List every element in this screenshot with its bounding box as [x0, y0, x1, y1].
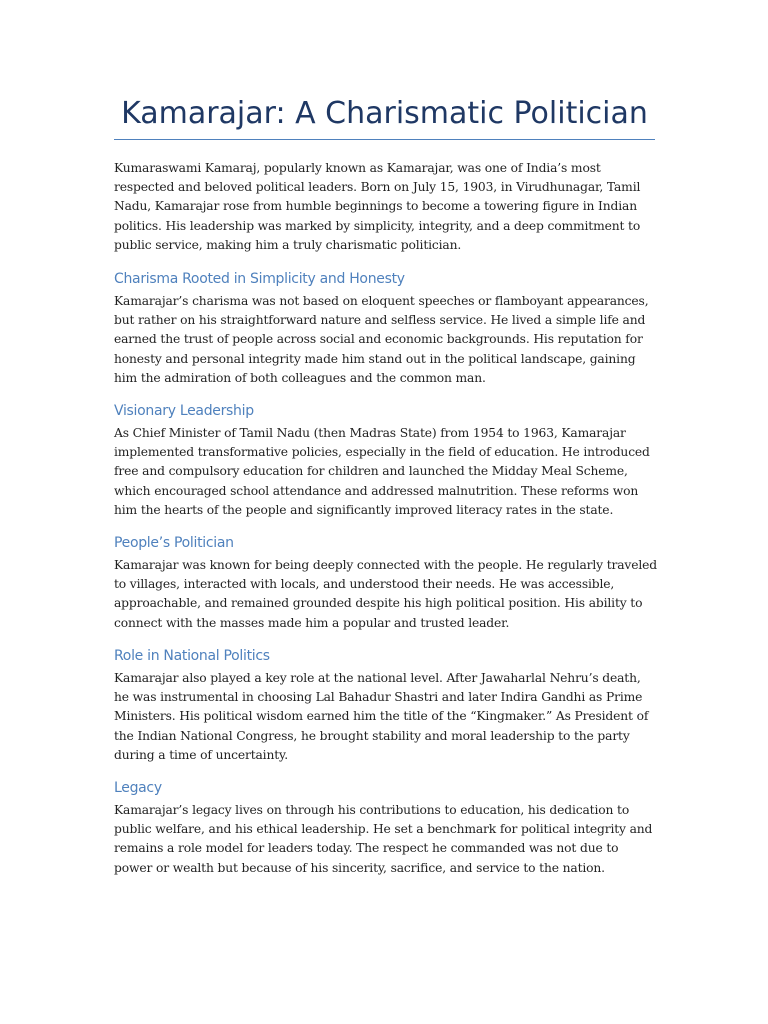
section-body-national-politics: Kamarajar also played a key role at the national level. After Jawaharlal Nehru’s death, he was instrumental in choosing Lal Bahadur Shastri and later Indira Gandhi as Prime Ministers. His political wisdom earned him the title of the “Kingmaker.” As President of the Indian National Congress, he brought stability and moral leadership to the party during a time of uncertainty.: [114, 671, 649, 762]
section-body-visionary-leadership: As Chief Minister of Tamil Nadu (then Madras State) from 1954 to 1963, Kamarajar implemented transformative policies, especially in the field of education. He introduced free and compulsory education for children and launched the Midday Meal Scheme, which encouraged school attendance and addressed malnutrition. These reforms won him the hearts of the people and significantly improved literacy rates in the state.: [114, 426, 650, 517]
section-body-charisma: Kamarajar’s charisma was not based on eloquent speeches or flamboyant appearances, but rather on his straightforward nature and selfless service. He lived a simple life and earned the trust of people across social and economic backgrounds. His reputation for honesty and personal integrity made him stand out in the political landscape, gaining him the admiration of both colleagues and the common man.: [114, 294, 649, 385]
document-title: Kamarajar: A Charismatic Politician: [121, 96, 648, 131]
section-body-peoples-politician: Kamarajar was known for being deeply connected with the people. He regularly traveled to villages, interacted with locals, and understood their needs. He was accessible, approachable, and remained grounded despite his high political position. His ability to connect with the masses made him a popular and trusted leader.: [114, 558, 657, 630]
section-body-legacy: Kamarajar’s legacy lives on through his contributions to education, his dedication to public welfare, and his ethical leadership. He set a benchmark for political integrity and remains a role model for leaders today. The respect he commanded was not due to power or wealth but because of his sincerity, sacrifice, and service to the nation.: [114, 803, 653, 875]
section-heading-national-politics: Role in National Politics: [114, 648, 270, 664]
intro-paragraph: Kumaraswami Kamaraj, popularly known as Kamarajar, was one of India’s most respected and beloved political leaders. Born on July 15, 1903, in Virudhunagar, Tamil Nadu, Kamarajar rose from humble beginnings to become a towering figure in Indian politics. His leadership was marked by simplicity, integrity, and a deep commitment to public service, making him a truly charismatic politician.: [114, 161, 641, 252]
title-underline-divider: [114, 139, 655, 140]
section-heading-legacy: Legacy: [114, 780, 162, 796]
section-heading-visionary-leadership: Visionary Leadership: [114, 403, 254, 419]
section-heading-charisma: Charisma Rooted in Simplicity and Honesty: [114, 271, 405, 287]
section-heading-peoples-politician: People’s Politician: [114, 535, 234, 551]
